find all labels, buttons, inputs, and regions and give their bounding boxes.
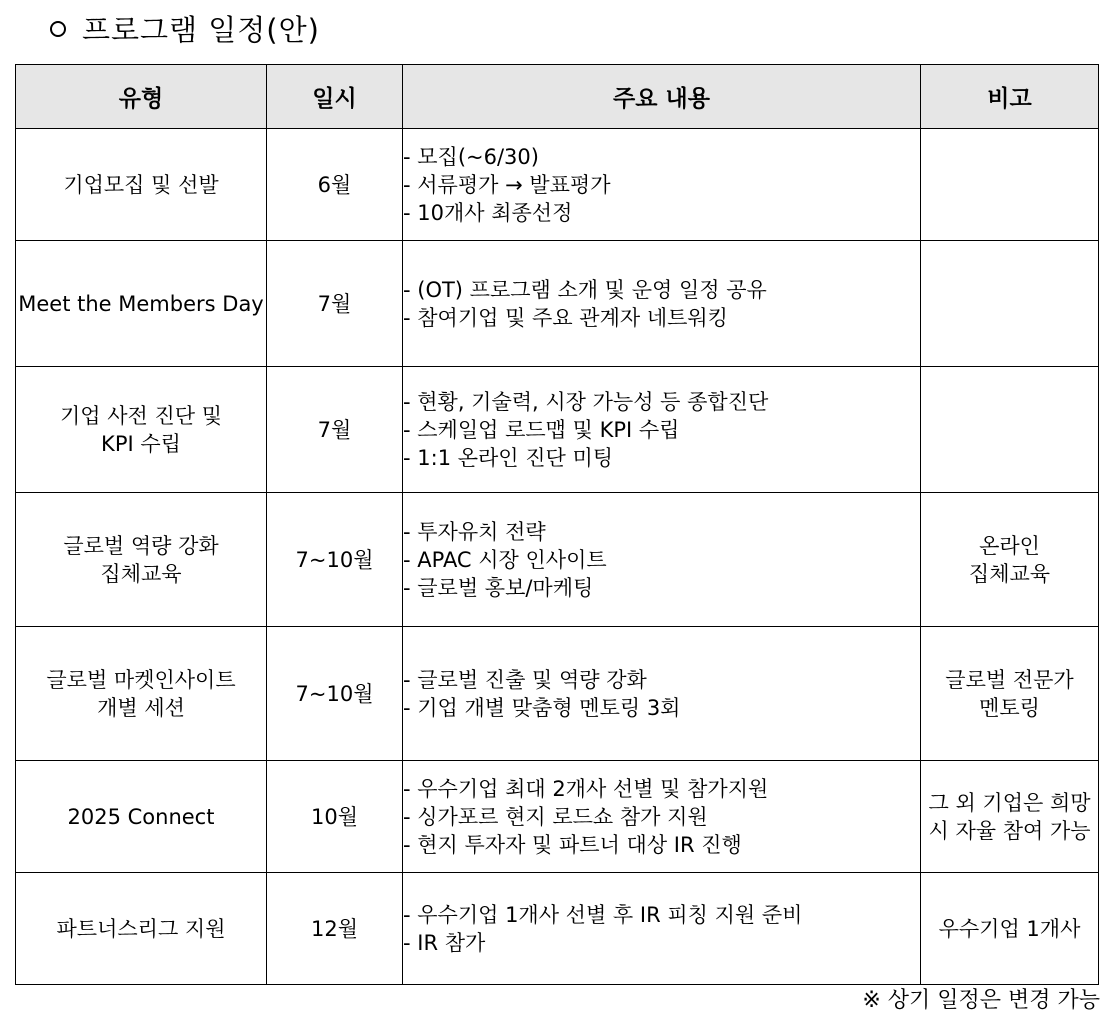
table-row <box>16 761 1099 873</box>
type-cell-line: 집체교육 <box>100 561 182 586</box>
content-cell-line: - 투자유치 전략 <box>403 519 546 544</box>
header-type: 유형 <box>16 65 267 129</box>
footnote: ※ 상기 일정은 변경 가능 <box>862 988 1100 1013</box>
table-header-row <box>16 65 1099 129</box>
type-cell-line: 2025 Connect <box>67 804 215 829</box>
note-cell <box>921 367 1099 493</box>
content-cell <box>403 627 921 761</box>
note-cell <box>921 627 1099 761</box>
date-cell: 7월 <box>267 241 403 367</box>
note-cell-line: 온라인 <box>979 533 1040 558</box>
content-cell-line: - IR 참가 <box>403 930 486 955</box>
type-cell-line: 글로벌 마켓인사이트 <box>46 667 236 692</box>
content-cell-line: - 1:1 온라인 진단 미팅 <box>403 445 614 470</box>
content-cell <box>403 761 921 873</box>
type-cell-line: 기업 사전 진단 및 <box>59 403 223 428</box>
header-date: 일시 <box>267 65 403 129</box>
type-cell-line: KPI 수립 <box>101 431 181 456</box>
type-cell <box>16 241 267 367</box>
table-row <box>16 627 1099 761</box>
header-note: 비고 <box>921 65 1099 129</box>
circle-bullet-icon <box>50 21 66 37</box>
content-cell-line: - 서류평가 → 발표평가 <box>403 172 611 197</box>
type-cell <box>16 873 267 985</box>
table-row <box>16 873 1099 985</box>
type-cell-line: 기업모집 및 선발 <box>63 172 219 197</box>
table-row <box>16 367 1099 493</box>
table-row <box>16 241 1099 367</box>
content-cell-line: - 모집(~6/30) <box>403 144 539 169</box>
content-cell-line: - APAC 시장 인사이트 <box>403 547 607 572</box>
content-cell <box>403 873 921 985</box>
type-cell-line: Meet the Members Day <box>18 291 264 316</box>
content-cell <box>403 241 921 367</box>
content-cell <box>403 493 921 627</box>
content-cell-line: - 현황, 기술력, 시장 가능성 등 종합진단 <box>403 389 769 414</box>
note-cell <box>921 873 1099 985</box>
note-cell-line: 집체교육 <box>968 561 1051 586</box>
content-cell-line: - 우수기업 최대 2개사 선별 및 참가지원 <box>403 776 769 801</box>
date-cell: 10월 <box>267 761 403 873</box>
note-cell-line: 시 자율 참여 가능 <box>928 818 1091 843</box>
content-cell <box>403 367 921 493</box>
content-cell-line: - 10개사 최종선정 <box>403 200 573 225</box>
note-cell <box>921 129 1099 241</box>
date-cell: 7~10월 <box>267 493 403 627</box>
page-title <box>50 8 320 52</box>
page-title-text: 프로그램 일정(안) <box>82 13 320 47</box>
type-cell <box>16 493 267 627</box>
table-row <box>16 129 1099 241</box>
type-cell <box>16 129 267 241</box>
type-cell <box>16 761 267 873</box>
content-cell-line: - 스케일업 로드맵 및 KPI 수립 <box>403 417 680 442</box>
type-cell <box>16 367 267 493</box>
date-cell: 12월 <box>267 873 403 985</box>
note-cell <box>921 241 1099 367</box>
type-cell-line: 글로벌 역량 강화 <box>63 533 219 558</box>
note-cell-line: 우수기업 1개사 <box>938 916 1081 941</box>
content-cell-line: - 우수기업 1개사 선별 후 IR 피칭 지원 준비 <box>403 902 803 927</box>
date-cell: 6월 <box>267 129 403 241</box>
content-cell-line: - 현지 투자자 및 파트너 대상 IR 진행 <box>403 832 742 857</box>
type-cell-line: 파트너스리그 지원 <box>56 916 226 941</box>
note-cell-line: 그 외 기업은 희망 <box>928 790 1091 815</box>
content-cell-line: - 참여기업 및 주요 관계자 네트워킹 <box>403 305 728 330</box>
note-cell <box>921 761 1099 873</box>
table-body <box>16 129 1099 985</box>
header-content: 주요 내용 <box>403 65 921 129</box>
note-cell <box>921 493 1099 627</box>
content-cell-line: - 기업 개별 맞춤형 멘토링 3회 <box>403 695 681 720</box>
note-cell-line: 멘토링 <box>979 695 1040 720</box>
type-cell-line: 개별 세션 <box>97 695 185 720</box>
program-schedule-table <box>15 64 1099 985</box>
content-cell-line: - (OT) 프로그램 소개 및 운영 일정 공유 <box>403 277 767 302</box>
type-cell <box>16 627 267 761</box>
content-cell-line: - 글로벌 홍보/마케팅 <box>403 575 594 600</box>
note-cell-line: 글로벌 전문가 <box>945 667 1074 692</box>
table-row <box>16 493 1099 627</box>
content-cell <box>403 129 921 241</box>
content-cell-line: - 글로벌 진출 및 역량 강화 <box>403 667 647 692</box>
date-cell: 7월 <box>267 367 403 493</box>
date-cell: 7~10월 <box>267 627 403 761</box>
content-cell-line: - 싱가포르 현지 로드쇼 참가 지원 <box>403 804 708 829</box>
